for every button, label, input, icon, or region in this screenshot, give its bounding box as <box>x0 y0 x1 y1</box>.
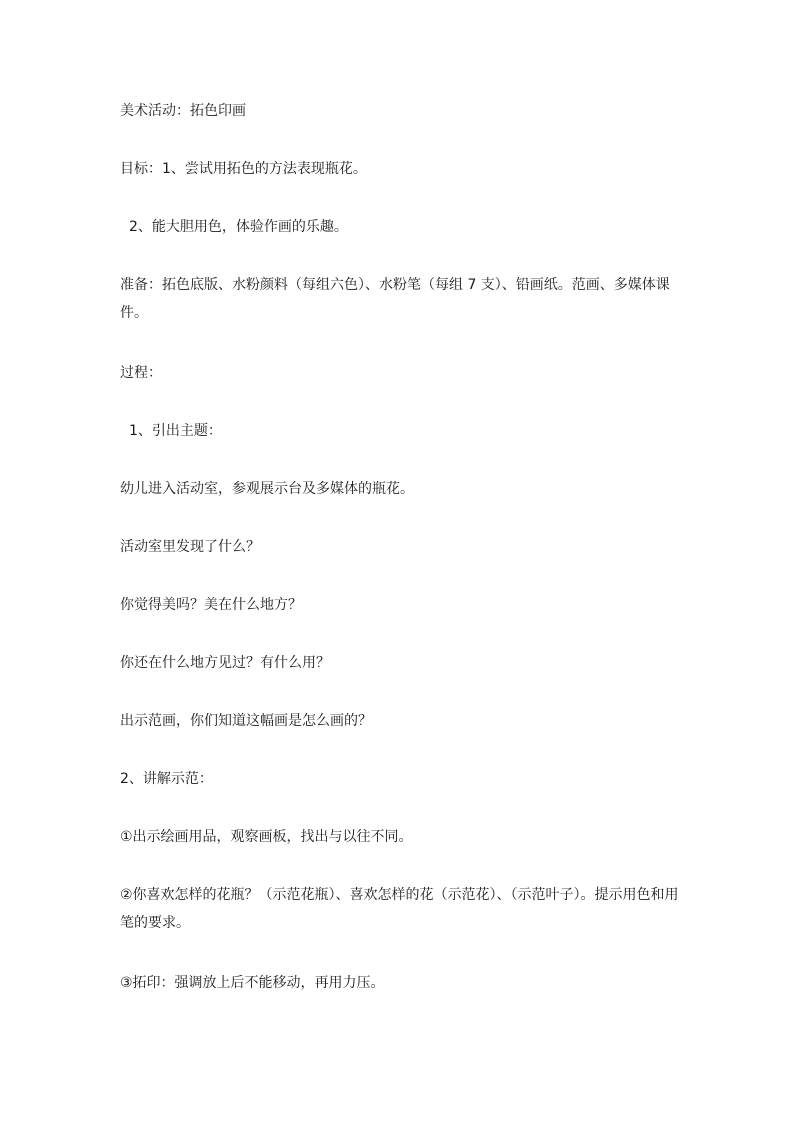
document-title: 美术活动：拓色印画 <box>120 103 246 119</box>
step2-item-1: ①出示绘画用品，观察画板，找出与以往不同。 <box>120 829 413 845</box>
preparation-paragraph: 准备：拓色底版、水粉颜料（每组六色）、水粉笔（每组 7 支）、铅画纸。范画、多媒体课件。 <box>120 277 670 321</box>
step1-heading: 1、引出主题： <box>129 423 222 439</box>
goal-line-1: 目标：1、尝试用拓色的方法表现瓶花。 <box>120 161 367 177</box>
step1-line-5: 出示范画，你们知道这幅画是怎么画的？ <box>120 713 372 729</box>
process-heading: 过程： <box>120 365 162 381</box>
step1-line-2: 活动室里发现了什么？ <box>120 539 260 555</box>
step2-heading: 2、讲解示范： <box>120 771 213 787</box>
step2-item-2: ②你喜欢怎样的花瓶？（示范花瓶）、喜欢怎样的花（示范花）、（示范叶子）。提示用色和用笔的要求。 <box>120 887 679 931</box>
step1-line-1: 幼儿进入活动室，参观展示台及多媒体的瓶花。 <box>120 481 414 497</box>
step2-item-3: ③拓印：强调放上后不能移动，再用力压。 <box>120 975 385 991</box>
step1-line-4: 你还在什么地方见过？有什么用？ <box>120 655 330 671</box>
goal-line-2: 2、能大胆用色，体验作画的乐趣。 <box>129 219 348 235</box>
step1-line-3: 你觉得美吗？美在什么地方？ <box>120 597 302 613</box>
